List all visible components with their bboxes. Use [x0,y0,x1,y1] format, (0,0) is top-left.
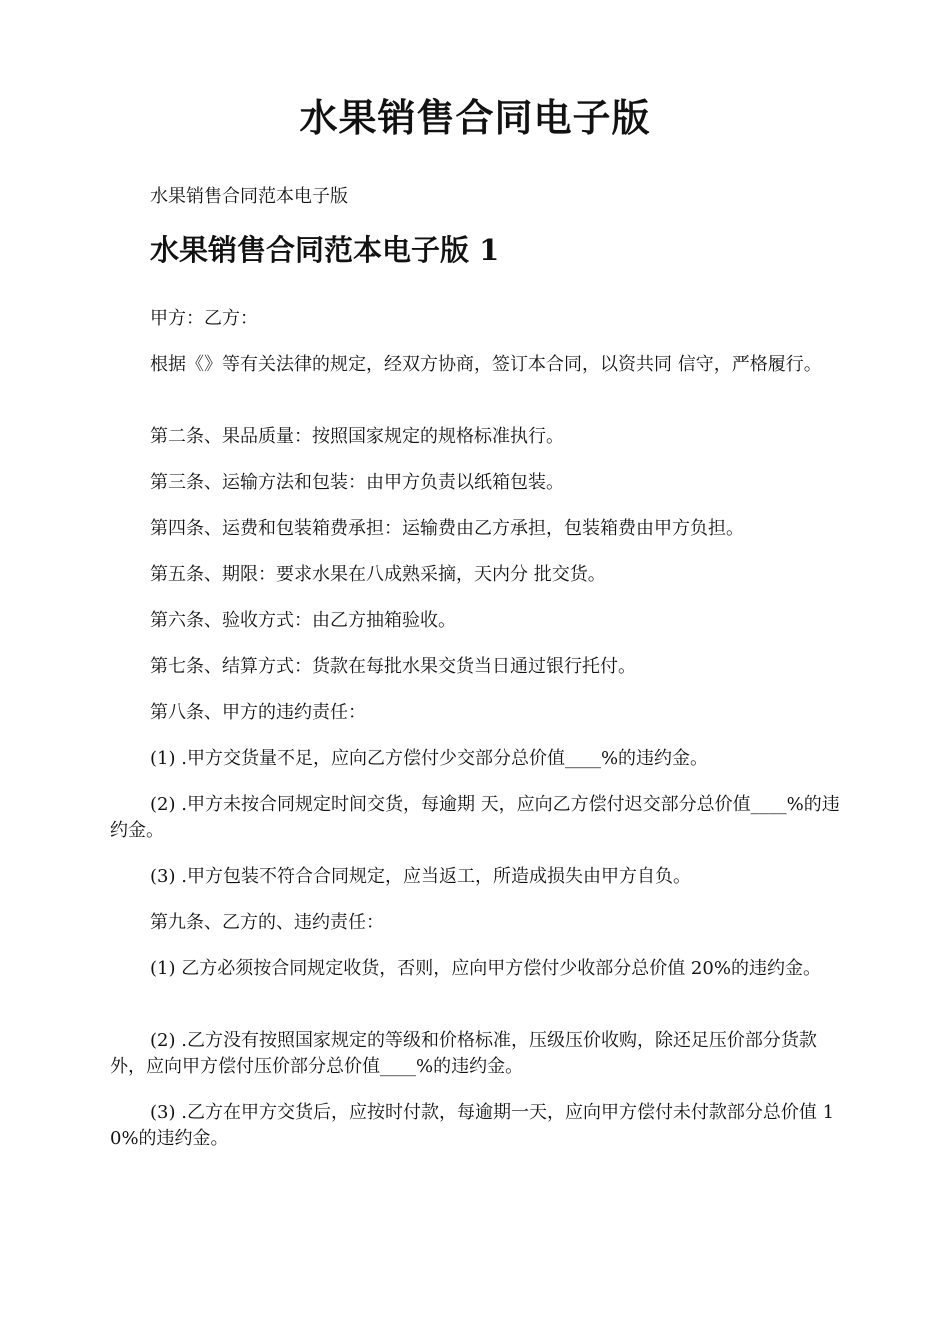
preamble-paragraph: 根据《》等有关法律的规定，经双方协商，签订本合同，以资共同 信守，严格履行。 [150,354,822,375]
parties-line: 甲方：乙方： [150,308,258,329]
document-title: 水果销售合同电子版 [299,95,651,140]
clause-9: 第九条、乙方的、违约责任： [150,912,384,933]
clause-8-item-1: (1) .甲方交货量不足，应向乙方偿付少交部分总价值____%的违约金。 [150,748,709,769]
clause-2: 第二条、果品质量：按照国家规定的规格标准执行。 [150,426,564,447]
clause-6: 第六条、验收方式：由乙方抽箱验收。 [150,610,456,631]
clause-9-item-2: (2) .乙方没有按照国家规定的等级和价格标准，压级压价收购，除还足压价部分货款外，应向甲方偿付压价部分总价值____%的违约金。 [110,1030,817,1077]
clause-8: 第八条、甲方的违约责任： [150,702,366,723]
clause-8-item-2: (2) .甲方未按合同规定时间交货，每逾期 天，应向乙方偿付迟交部分总价值____%的违约金。 [110,794,840,841]
clause-9-item-1: (1) 乙方必须按合同规定收货，否则，应向甲方偿付少收部分总价值 20%的违约金。 [150,958,821,979]
clause-7: 第七条、结算方式：货款在每批水果交货当日通过银行托付。 [150,656,636,677]
section-heading: 水果销售合同范本电子版 1 [150,233,500,267]
clause-8-item-3: (3) .甲方包装不符合合同规定，应当返工，所造成损失由甲方自负。 [150,866,691,887]
document-subtitle: 水果销售合同范本电子版 [150,186,348,207]
clause-4: 第四条、运费和包装箱费承担：运输费由乙方承担，包装箱费由甲方负担。 [150,518,744,539]
clause-3: 第三条、运输方法和包装：由甲方负责以纸箱包装。 [150,472,564,493]
clause-9-item-3: (3) .乙方在甲方交货后，应按时付款，每逾期一天，应向甲方偿付未付款部分总价值 10%的违约金。 [110,1102,835,1149]
clause-5: 第五条、期限：要求水果在八成熟采摘，天内分 批交货。 [150,564,606,585]
